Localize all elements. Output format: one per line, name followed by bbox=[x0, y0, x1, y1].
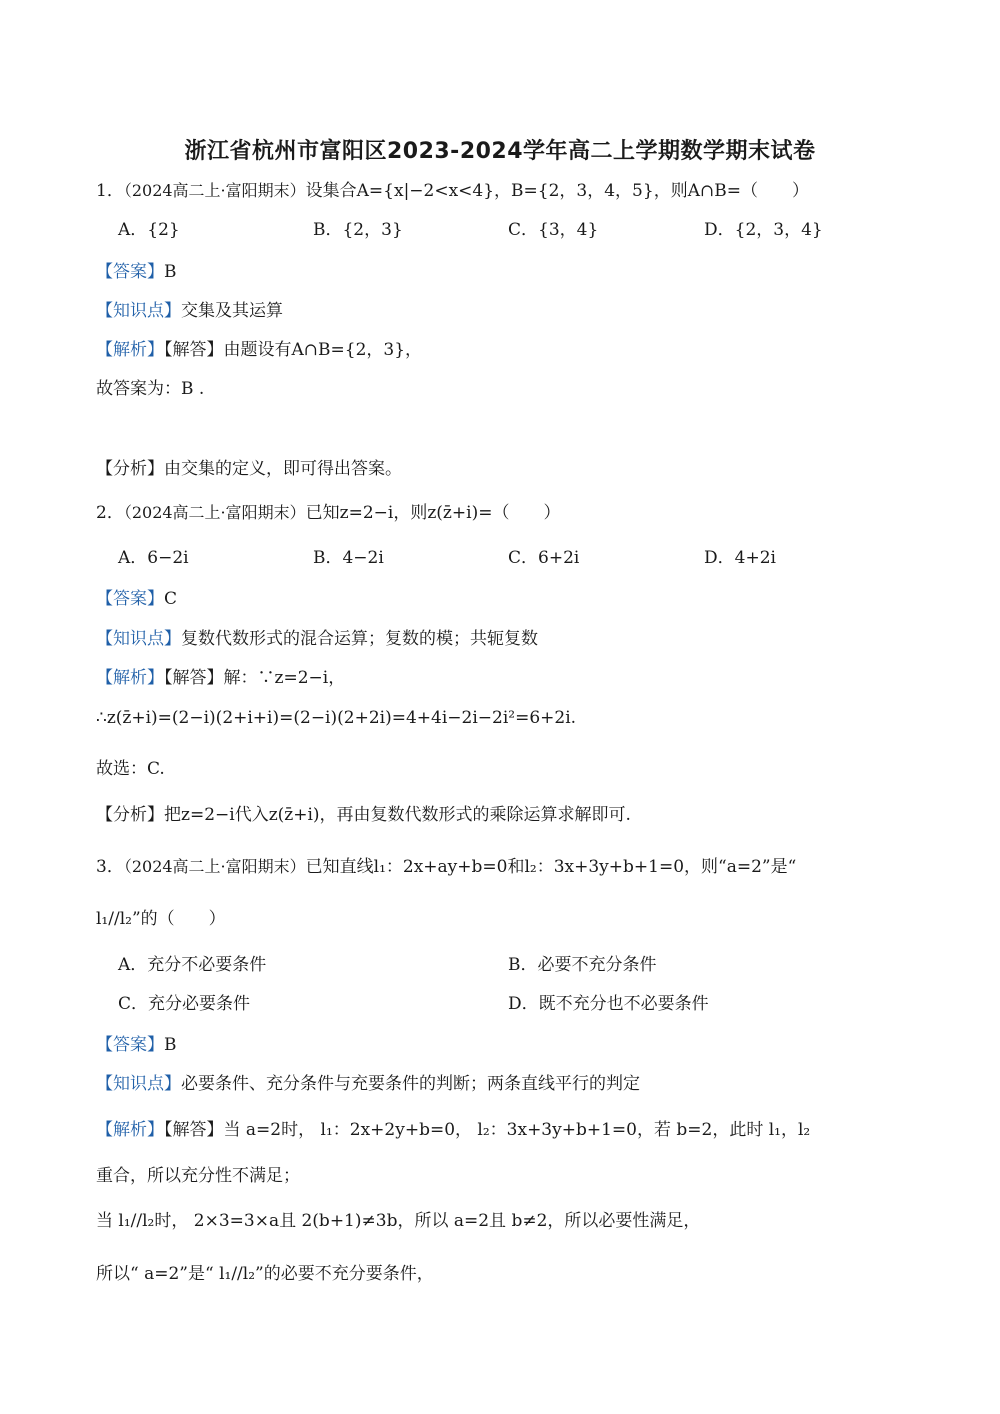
knowledge-text: 交集及其运算 bbox=[181, 301, 283, 321]
q1-option-b: B．{2，3} bbox=[313, 220, 403, 240]
solution-text: 当 a=2时， l₁：2x+2y+b=0， l₂：3x+3y+b+1=0，若 b=2，此时 l₁，l₂ bbox=[223, 1120, 811, 1140]
q2-summary bbox=[96, 800, 631, 825]
page-title: 浙江省杭州市富阳区2023-2024学年高二上学期数学期末试卷 bbox=[184, 139, 816, 164]
q3-knowledge bbox=[96, 1069, 640, 1094]
q3-line-2: 重合，所以充分性不满足； bbox=[96, 1166, 300, 1186]
question-source: （2024高二上·富阳期末） bbox=[123, 503, 306, 522]
q3-option-a: A．充分不必要条件 bbox=[118, 955, 267, 975]
question-2-stem bbox=[96, 498, 560, 523]
q1-option-c: C．{3，4} bbox=[508, 220, 599, 240]
question-text: 设集合A={x|−2<x<4}，B={2，3，4，5}，则A∩B=（ ） bbox=[305, 181, 809, 201]
q1-analysis bbox=[96, 335, 422, 360]
knowledge-label: 【知识点】 bbox=[96, 301, 181, 321]
q3-answer bbox=[96, 1030, 177, 1055]
q1-conclusion: 故答案为：B . bbox=[96, 379, 205, 399]
q2-answer bbox=[96, 584, 177, 609]
solution-text: 解：∵z=2−i， bbox=[223, 668, 346, 688]
question-text: 已知z=2−i，则z(z̄+i)=（ ） bbox=[305, 503, 561, 523]
q3-line-3: 当 l₁//l₂时， 2×3=3×a且 2(b+1)≠3b，所以 a=2且 b≠2，所以必要性满足， bbox=[96, 1211, 701, 1231]
summary-label: 【分析】 bbox=[96, 805, 164, 825]
analysis-label: 【解析】 bbox=[96, 340, 164, 360]
answer-value: B bbox=[164, 262, 177, 282]
summary-label: 【分析】 bbox=[96, 459, 164, 479]
knowledge-text: 必要条件、充分条件与充要条件的判断；两条直线平行的判定 bbox=[181, 1074, 640, 1094]
q1-summary bbox=[96, 454, 402, 479]
summary-text: 由交集的定义，即可得出答案。 bbox=[164, 459, 402, 479]
question-number: 1． bbox=[96, 181, 124, 201]
q1-knowledge bbox=[96, 296, 283, 321]
question-number: 2． bbox=[96, 503, 124, 523]
q3-line-4: 所以“ a=2”是“ l₁//l₂”的必要不充分要条件， bbox=[96, 1264, 434, 1284]
q2-option-c: C．6+2i bbox=[508, 548, 580, 568]
analysis-label: 【解析】 bbox=[96, 1120, 164, 1140]
knowledge-text: 复数代数形式的混合运算；复数的模；共轭复数 bbox=[181, 629, 538, 649]
q3-option-d: D．既不充分也不必要条件 bbox=[508, 994, 709, 1014]
q2-option-d: D．4+2i bbox=[704, 548, 776, 568]
solution-label: 【解答】 bbox=[164, 340, 224, 360]
q2-analysis bbox=[96, 663, 345, 688]
q2-knowledge bbox=[96, 624, 538, 649]
q2-conclusion: 故选：C. bbox=[96, 759, 165, 779]
question-number: 3． bbox=[96, 857, 124, 877]
q3-analysis bbox=[96, 1115, 810, 1140]
answer-label: 【答案】 bbox=[96, 1035, 164, 1055]
q2-option-b: B．4−2i bbox=[313, 548, 384, 568]
q2-option-a: A．6−2i bbox=[118, 548, 189, 568]
question-source: （2024高二上·富阳期末） bbox=[123, 181, 306, 200]
q3-option-c: C．充分必要条件 bbox=[118, 994, 251, 1014]
solution-text: 由题设有A∩B={2，3}， bbox=[223, 340, 423, 360]
q2-derivation: ∴z(z̄+i)=(2−i)(2+i+i)=(2−i)(2+2i)=4+4i−2i−2i²=6+2i. bbox=[96, 708, 577, 728]
knowledge-label: 【知识点】 bbox=[96, 629, 181, 649]
solution-label: 【解答】 bbox=[164, 668, 224, 688]
answer-value: C bbox=[164, 589, 178, 609]
answer-label: 【答案】 bbox=[96, 262, 164, 282]
q1-answer bbox=[96, 257, 177, 282]
question-1-stem bbox=[96, 176, 809, 201]
answer-label: 【答案】 bbox=[96, 589, 164, 609]
question-source: （2024高二上·富阳期末） bbox=[123, 857, 306, 876]
q1-option-d: D．{2，3，4} bbox=[704, 220, 823, 240]
analysis-label: 【解析】 bbox=[96, 668, 164, 688]
q1-option-a: A．{2} bbox=[118, 220, 180, 240]
question-text: 已知直线l₁：2x+ay+b=0和l₂：3x+3y+b+1=0，则“a=2”是“ bbox=[305, 857, 797, 877]
question-3-stem bbox=[96, 852, 796, 877]
question-3-stem-cont: l₁//l₂”的（ ） bbox=[96, 909, 226, 929]
answer-value: B bbox=[164, 1035, 177, 1055]
summary-text: 把z=2−i代入z(z̄+i)，再由复数代数形式的乘除运算求解即可. bbox=[164, 805, 631, 825]
solution-label: 【解答】 bbox=[164, 1120, 224, 1140]
q3-option-b: B．必要不充分条件 bbox=[508, 955, 657, 975]
knowledge-label: 【知识点】 bbox=[96, 1074, 181, 1094]
